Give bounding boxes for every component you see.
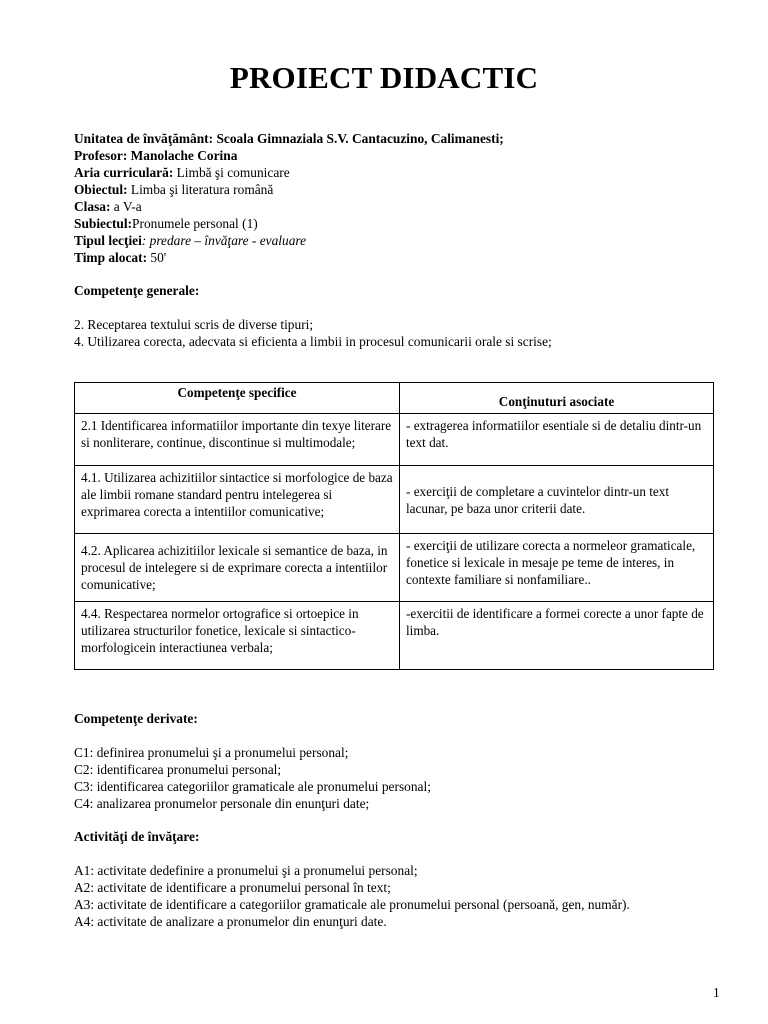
table-header-content: Conţinuturi asociate [400, 383, 714, 414]
meta-row-clasa [74, 198, 504, 215]
meta-row-timp [74, 249, 504, 266]
activities-list [74, 862, 630, 930]
list-item: C1: definirea pronumelui şi a pronumelui personal; [74, 745, 349, 760]
meta-row-obiectul [74, 181, 504, 198]
table-header-specific: Competenţe specifice [75, 383, 400, 414]
list-item: 4. Utilizarea corecta, adecvata si eficienta a limbii in procesul comunicarii orale si scrise; [74, 334, 552, 349]
meta-value: Pronumele personal (1) [132, 216, 258, 231]
derived-competences-heading: Competenţe derivate: [74, 711, 198, 726]
meta-value: Limba şi literatura română [127, 182, 274, 197]
activities-heading: Activităţi de învăţare: [74, 829, 200, 844]
table-cell: - exerciţii de utilizare corecta a normeleor gramaticale, fonetice si lexicale in mesaje pe teme de interes, in contexte familiare si nonfamiliare.. [400, 534, 714, 602]
list-item: C2: identificarea pronumelui personal; [74, 762, 282, 777]
page-number: 1 [713, 985, 720, 1000]
list-item: A4: activitate de analizare a pronumelor din enunţuri date. [74, 914, 387, 929]
meta-label: Timp alocat: [74, 250, 148, 265]
document-title: PROIECT DIDACTIC [229, 60, 539, 95]
table-cell: - exerciţii de completare a cuvintelor dintr-un text lacunar, pe baza unor criterii date. [400, 466, 714, 534]
meta-label: Clasa: [74, 199, 111, 214]
meta-row-unitate [74, 130, 504, 147]
meta-value: Manolache Corina [127, 148, 238, 163]
meta-label: Unitatea de învăţământ: [74, 131, 214, 146]
meta-value: Scoala Gimnaziala S.V. Cantacuzino, Calimanesti; [213, 131, 504, 146]
meta-row-tipul [74, 232, 504, 249]
table-row [75, 466, 714, 534]
meta-label: Tipul lecţiei [74, 233, 142, 248]
table-cell: 4.1. Utilizarea achizitiilor sintactice si morfologice de baza ale limbii romane standard pentru intelegerea si exprimarea corecta a intentiilor comunicative; [75, 466, 400, 534]
table-cell: -exercitii de identificare a formei corecte a unor fapte de limba. [400, 602, 714, 670]
table-header-row [75, 383, 714, 414]
meta-label: Profesor: [74, 148, 128, 163]
meta-label: Obiectul: [74, 182, 128, 197]
table-row [75, 414, 714, 466]
table-row [75, 534, 714, 602]
meta-row-aria [74, 164, 504, 181]
meta-value: a V-a [110, 199, 142, 214]
table-cell: 2.1 Identificarea informatiilor importante din texye literare si nonliterare, continue, discontinue si multimodale; [75, 414, 400, 466]
table-cell: 4.2. Aplicarea achizitiilor lexicale si semantice de baza, in procesul de intelegere si de exprimare corecta a intentiilor comunicative; [75, 534, 400, 602]
table-row [75, 602, 714, 670]
table-cell-text: - extragerea informatiilor esentiale si de detaliu dintr-un text dat. [406, 418, 702, 450]
meta-value: 50' [147, 250, 167, 265]
meta-value: : predare – învăţare - evaluare [141, 233, 307, 248]
meta-row-profesor [74, 147, 504, 164]
meta-value: Limbă şi comunicare [173, 165, 290, 180]
competences-table [74, 382, 714, 670]
meta-label: Subiectul: [74, 216, 133, 231]
derived-competences-list [74, 744, 431, 812]
list-item: A3: activitate de identificare a categoriilor gramaticale ale pronumelui personal (persoană, gen, număr). [74, 897, 630, 912]
general-competences-heading: Competenţe generale: [74, 283, 200, 298]
table-cell: 4.4. Respectarea normelor ortografice si ortoepice in utilizarea structurilor fonetice, lexicale si sintactico-morfologicein interactiunea verbala; [75, 602, 400, 670]
list-item: A2: activitate de identificare a pronumelui personal în text; [74, 880, 391, 895]
meta-label: Aria curriculară: [74, 165, 174, 180]
meta-block [74, 130, 504, 266]
meta-row-subiectul [74, 215, 504, 232]
list-item: 2. Receptarea textului scris de diverse tipuri; [74, 317, 314, 332]
table-cell [400, 414, 714, 466]
list-item: A1: activitate dedefinire a pronumelui şi a pronumelui personal; [74, 863, 418, 878]
list-item: C3: identificarea categoriilor gramaticale ale pronumelui personal; [74, 779, 431, 794]
general-competences-list [74, 316, 552, 350]
list-item: C4: analizarea pronumelor personale din enunţuri date; [74, 796, 370, 811]
